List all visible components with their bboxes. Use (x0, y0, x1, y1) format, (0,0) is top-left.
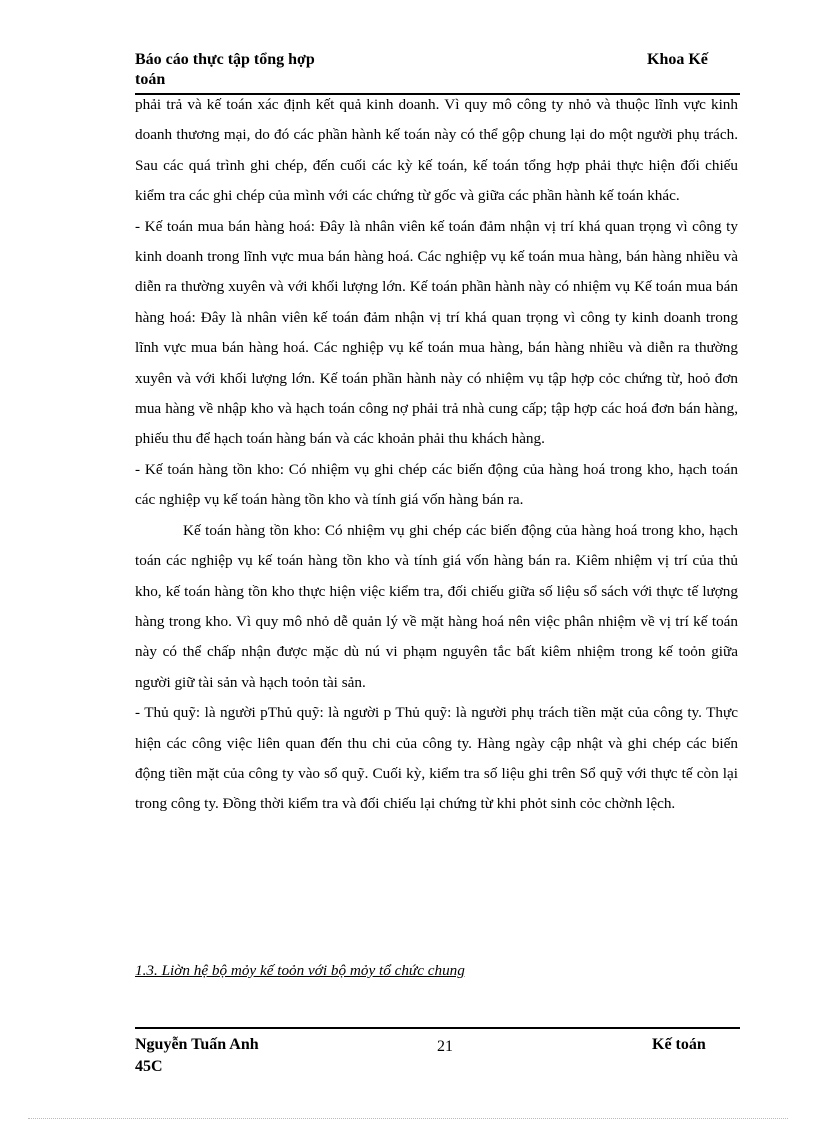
footer-author-name: Nguyễn Tuấn Anh (135, 1036, 259, 1053)
body-text (135, 90, 738, 820)
paragraph-treasurer: - Thủ quỹ: là người pThủ quỹ: là người p Thủ quỹ: là người phụ trách tiền mặt của công ty. Thực hiện các công việc liên quan đến thu chi của công ty. Hàng ngày cập nhật và ghi chép các biến động tiền mặt của công ty vào sổ quỹ. Cuối kỳ, kiểm tra số liệu ghi trên Sổ quỹ với thực tế còn lại trong công ty. Đồng thời kiểm tra và đối chiếu lại chứng từ khi phỏt sinh cỏc chờnh lệch. (135, 704, 738, 813)
paragraph-inventory-summary: - Kế toán hàng tồn kho: Có nhiệm vụ ghi chép các biến động của hàng hoá trong kho, hạch toán các nghiệp vụ kế toán hàng tồn kho và tính giá vốn hàng bán ra. (135, 460, 738, 509)
paragraph-purchase-sales: - Kế toán mua bán hàng hoá: Đây là nhân viên kế toán đảm nhận vị trí khá quan trọng vì công ty kinh doanh trong lĩnh vực mua bán hàng hoá. Các nghiệp vụ kế toán mua hàng, bán hàng nhiều và diễn ra thường xuyên và với khối lượng lớn. Kế toán phần hành này có nhiệm vụ Kế toán mua bán hàng hoá: Đây là nhân viên kế toán đảm nhận vị trí khá quan trọng vì công ty kinh doanh trong lĩnh vực mua bán hàng hoá. Các nghiệp vụ kế toán mua hàng, bán hàng nhiều và diễn ra thường xuyên và với khối lượng lớn. Kế toán phần hành này có nhiệm vụ tập hợp cỏc chứng từ, hoỏ đơn mua hàng về nhập kho và hạch toán công nợ phải trả nhà cung cấp; tập hợp các hoá đơn bán hàng, phiếu thu để hạch toán hàng bán và các khoản phải thu khách hàng. (135, 217, 738, 448)
header-faculty: Khoa Kế (647, 51, 708, 68)
footer-department: Kế toán (652, 1036, 706, 1053)
footer-author (135, 1034, 259, 1078)
page-edge-divider (28, 1118, 788, 1119)
paragraph-inventory-detail: Kế toán hàng tồn kho: Có nhiệm vụ ghi chép các biến động của hàng hoá trong kho, hạch toán các nghiệp vụ kế toán hàng tồn kho và tính giá vốn hàng bán ra. Kiêm nhiệm vị trí của thủ kho, kế toán hàng tồn kho thực hiện việc kiểm tra, đối chiếu giữa số liệu sổ sách với thực tế lượng hàng trong kho. Vì quy mô nhỏ dễ quản lý về mặt hàng hoá nên việc phân nhiệm về vị trí kế toán này có thể chấp nhận được mặc dù nú vi phạm nguyên tắc bất kiêm nhiệm trong kế toỏn giữa người giữ tài sản và hạch toỏn tài sản. (135, 521, 738, 691)
paragraph-general-accounting: phải trả và kế toán xác định kết quả kinh doanh. Vì quy mô công ty nhỏ và thuộc lĩnh vực kinh doanh thương mại, do đó các phần hành kế toán này có thể gộp chung lại do một người phụ trách. Sau các quá trình ghi chép, đến cuối các kỳ kế toán, kế toán tổng hợp phải thực hiện đối chiếu kiểm tra các ghi chép của mình với các chứng từ gốc và giữa các phần hành kế toán khác. (135, 96, 738, 205)
section-heading: 1.3. Liờn hệ bộ mỏy kế toỏn với bộ mỏy tổ chức chung (135, 962, 465, 979)
header-report-title (135, 50, 315, 90)
page-number: 21 (437, 1038, 453, 1055)
header-title-line2: toán (135, 71, 166, 88)
header-title-line1: Báo cáo thực tập tổng hợp (135, 51, 315, 68)
footer-author-class: 45C (135, 1058, 163, 1075)
footer-divider (135, 1027, 740, 1029)
